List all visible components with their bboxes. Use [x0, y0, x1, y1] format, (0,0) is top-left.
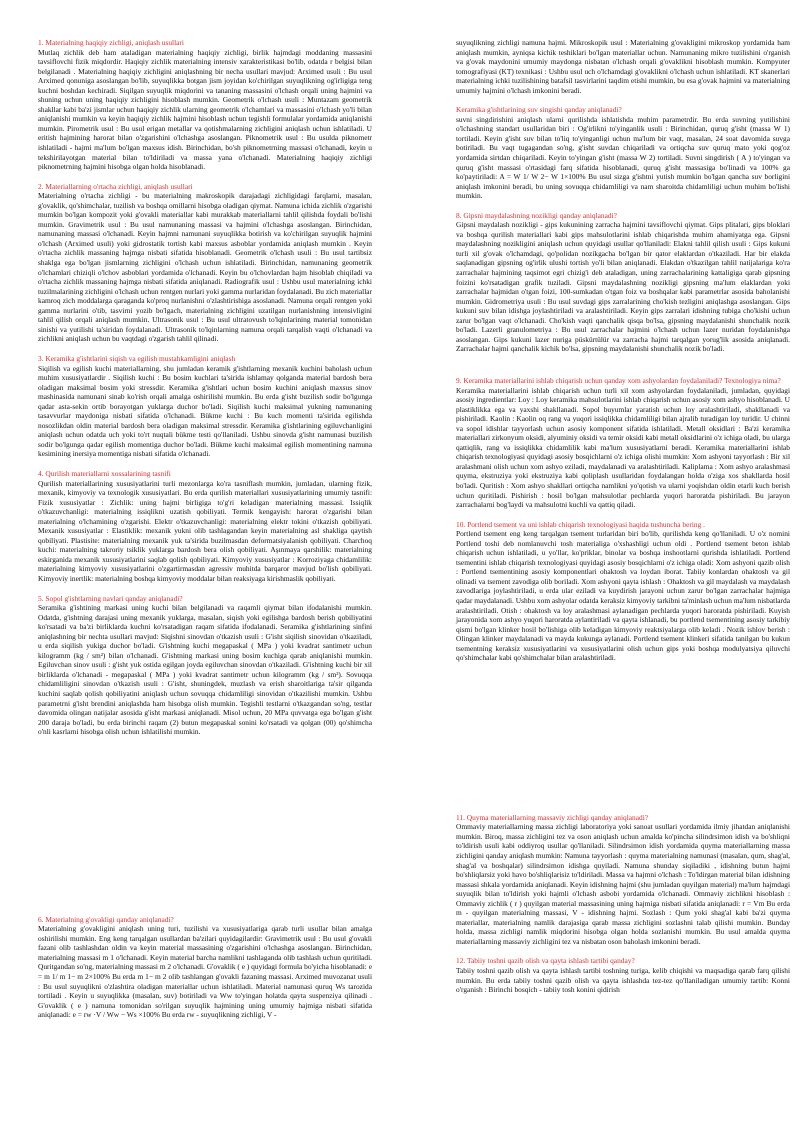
section-heading: 4. Qurilish materiallarni xossalarining tasnifi [38, 468, 171, 478]
section-2 [38, 182, 372, 344]
section-heading: 8. Gipsni maydalashning nozikligi qanday aniqlanadi? [456, 210, 617, 220]
section-4 [38, 469, 372, 584]
section-body: suvni singdirishini aniqlash ularni qurilishda ishlatishda muhim parametrdir. Bu erda suvning yutilishini o'lchashning standart usullaridan biri : Og'irlikni to'yinganlik usuli : Birinchidan, quruq g'isht (massa W 1) tortiladi. Keyin g'isht suv bilan to'liq to'yinganligi uchun ma'lum bir vaqt, masalan, 24 soat davomida suvga botiriladi. Bu vaqt tugagandan so'ng, g'isht suvdan chiqariladi va ortiqcha suv quruq mato yoki qog'oz yordamida sirtdan chiqariladi. Keyin to'yingan g'isht (massa W 2) tortiladi. Suvni singdirish ( A ) to'yingan va quruq g'isht massasi o'rtasidagi farq sifatida hisoblanadi, quruq g'isht massasiga bo'linadi va 100% ga ko'paytiriladi: A = W 1/ W 2− W 1×100% Bu usul sizga g'ishtni yutish mumkin bo'lgan qancha suv borligini aniqlash imkonini beradi, bu uning sovuqqa chidamliligi va nam sharoitda chidamliligi uchun muhim bo'lishi mumkin. [456, 114, 790, 201]
section-body: Portlend tsement eng keng tarqalgan tsement turlaridan biri bo'lib, qurilishda keng qo'llaniladi. U o'z nomini Portlend toshi deb nomlanuvchi tosh materialiga o'xshashligi uchun oldi . Portlend tsement beton ishlab chiqarish uchun ishlatiladi, u yo'llar, ko'priklar, binolar va boshqa inshootlarni qurishda ishlatiladi. Portlend tsementini ishlab chiqarish texnologiyasi quyidagi asosiy bosqichlarni o'z ichiga oladi: Xom ashyoni qazib olish : Portlend tsementining asosiy komponentlari ohaktosh va loydan iborat. Tabiiy konlardan ohaktosh va gil olinadi va tsement zavodiga olib boriladi. Xom ashyoni qayta ishlash : Ohaktosh va gil maydalash va maydalash zavodlariga joylashtiriladi, u erda ular eziladi va kuydirish jarayoni uchun zarur bo'lgan zarrachalar hajmiga qadar maydalanadi. Ushbu xom ashyolar odatda keraksiz kimyoviy tarkibni ta'minlash uchun ma'lum nisbatlarda aralashtiriladi. Otish : ohaktosh va loy aralashmasi aylanadigan pechlarda yuqori haroratda pishiriladi. Kuyish jarayonida xom ashyo yuqori haroratda aylantiriladi va qayta ishlanadi, bu portlend tsementining asosiy tarkibiy qismi bo'lgan klinker hosil bo'lishiga olib keladigan kimyoviy reaktsiyalarga olib keladi . Nozik ishlov berish : Olingan klinker maydalanadi va mayda kukunga aylanadi. Portlend tsement klinkeri sifatida tanilgan bu kukun tsementning keraksiz xususiyatlarini va xususiyatlarini olish uchun gips yoki boshqa modulyatsiya qiluvchi qo'shimchalar kabi qo'shimchalar bilan aralashtiriladi. [456, 529, 790, 663]
section-11 [456, 813, 790, 947]
section-6-continued [456, 38, 790, 95]
section-body: Mutlaq zichlik deb ham ataladigan materialning haqiqiy zichligi, birlik hajmdagi moddaning massasini tavsiflovchi fizik miqdordir. Haqiqiy zichlik materialning intensiv xarakteristikasi bo'lib, odatda r belgisi bilan belgilanadi . Materialning haqiqiy zichligini aniqlashning bir necha usullari mavjud: Arximed usuli : Bu usul Arximed qonuniga asoslangan bo'lib, suyuqlikka botgan jism joyidan ko'chirilgan suyuqlikning og'irligiga teng kuchni boshdan kechiradi. Siqilgan suyuqlik miqdorini va tananing massasini o'lchash orqali uning hajmini va shuning uchun uning haqiqiy zichligini hisoblash mumkin. Geometrik o'lchash usuli : Muntazam geometrik shakllar kabi ba'zi jismlar uchun haqiqiy zichlik ularning geometrik o'lchamlari va massasini o'lchash yo'li bilan aniqlanishi mumkin va keyin haqiqiy zichlik hajmini hisoblash uchun tegishli formulalar yordamida aniqlanishi mumkin. Pirometrik usul : Bu usul erigan metallar va qotishmalarning zichligini aniqlash uchun ishlatiladi. U eritish hajmining harorat bilan o'zgarishini o'lchashga asoslangan. Piknometrik usul : Bu usulda piknometr ishlatiladi - hajmi ma'lum bo'lgan maxsus idish. Birinchidan, bo'sh piknometrning massasi o'lchanadi, keyin u tekshirilayotgan material bilan to'ldiriladi va massa yana o'lchanadi. Materialning haqiqiy zichligi piknometrning hajmini hisobga olgan holda hisoblanadi. [38, 47, 372, 172]
section-body: Siqilish va egilish kuchi materiallarning, shu jumladan keramik g'ishtlarning mexanik kuchini baholash uchun muhim xususiyatlardir . Siqilish kuchi : Bu bosim kuchlari ta'sirida ishlamay qolganda material bardosh bera oladigan maksimal bosim yoki stressdir. Keramika g'ishtlari uchun bosim kuchini aniqlash maxsus sinov mashinasida namunani sinab ko'rish orqali amalga oshirilishi mumkin. Bu erda g'isht buzilish sodir bo'lgunga qadar asta-sekin ortib borayotgan yuklarga duchor bo'ladi. Siqilish kuchi maksimal yukning namunaning tasavvurlar maydoniga nisbati sifatida o'lchanadi. Bükme kuchi : Bu kuch momenti ta'sirida egilishda nosozlikdan oldin material bardosh bera oladigan maksimal stressdir. Keramika g'ishtlarining egiluvchanligini aniqlash uchun odatda uch yoki to'rt nuqtali bükme testi qo'llaniladi. Ushbu sinovda g'isht namunasi buzilish sodir bo'lgunga qadar egilish momentiga duchor bo'ladi. Bükme kuchi maksimal egilish momentining namuna kesimining inersiya momentiga nisbati sifatida o'lchanadi. [38, 363, 372, 459]
section-heading: 9. Keramika materiallarini ishlab chiqarish uchun qanday xom ashyolardan foydalaniladi? Texnologiya nima? [456, 375, 781, 385]
column-whitespace [456, 364, 790, 376]
section-body: Materialning o'rtacha zichligi - bu materialning makroskopik darajadagi zichligidagi farqlarni, masalan, g'ovaklik, qo'shimchalar, tuzilish va boshqa omillarni hisobga oladigan qiymat. Namuna ichida zichlik o'zgarishi mumkin bo'lgan kompozit yoki g'ovakli materiallar kabi murakkab materiallarni tahlil qilishda foydali bo'lishi mumkin. Gravimetrik usul : Bu usul namunaning massasi va hajmini o'lchashga asoslangan. Birinchidan, namunaning massasi o'lchanadi. Keyin hajmni namunani suyuqlikka botirish va ko'chirilgan suyuqlik hajmini o'lchash (Arximed usuli) yoki gidrostatik tortish kabi maxsus asboblar yordamida aniqlash mumkin . Keyin o'rtacha zichlik massaning hajmga nisbati sifatida hisoblanadi. Geometrik o'lchash usuli : Bu usul tartibsiz shaklga ega bo'lgan jismlarning zichligini o'lchash uchun ishlatiladi. Birinchidan, namunaning geometrik o'lchamlari chiziqli o'lchov asboblari yordamida o'lchanadi. Keyin bu o'lchovlardan hajm hisoblab chiqiladi va o'rtacha zichlik massaning hajmga nisbati sifatida aniqlanadi. Radiografik usul : Ushbu usul materialning ichki tuzilmalarining zichligini o'lchash uchun rentgen nurlari yoki gamma nurlaridan foydalanadi. Bu zich materiallar kamroq zich moddalarga qaraganda ko'proq nurlanishni o'zlashtirishiga asoslanadi. Namuna orqali rentgen yoki gamma nurlarini o'tib, tasvirni yozib bo'lgach, materialning zichligini uzatilgan nurlanishning intensivligini tahlil qilish orqali aniqlash mumkin. Ultrasonik usul : Bu usul ultratovush to'lqinlarining material tomonidan sinishi va yutilishi ta'siridan foydalanadi. Ultrasonik to'lqinlarning namuna orqali tarqalish vaqti o'lchanadi va zichlikni aniqlash uchun bu vaqtdagi o'zgarish tahlil qilinadi. [38, 191, 373, 344]
section-body: Tabiiy toshni qazib olish va qayta ishlash tartibi toshning turiga, kelib chiqishi va maqsadiga qarab farq qilishi mumkin. Bu erda tabiiy toshni qazib olish va qayta ishlashda tez-tez qo'llaniladigan umumiy tartib: Konni o'rganish : Birinchi bosqich - tabiiy tosh konini qidirish [456, 966, 790, 995]
column-whitespace [38, 747, 372, 915]
section-6 [38, 915, 372, 1020]
section-heading: 1. Materialning haqiqiy zichligi, aniqlash usullari [38, 38, 184, 47]
section-12 [456, 956, 790, 994]
section-1 [38, 38, 372, 172]
section-heading: 12. Tabiiy toshni qazib olish va qayta ishlash tartibi qanday? [456, 956, 635, 966]
section-body: Keramika materiallarini ishlab chiqarish uchun turli xil xom ashyolardan foydalaniladi, jumladan, quyidagi asosiy ingredientlar: Loy : Loy keramika mahsulotlarini ishlab chiqarish uchun asosiy xom ashyo hisoblanadi. U plastiklikka ega va yaxshi shakllanadi. Sopol buyumlar yaratish uchun loy aralashtiriladi, shakllanadi va pishiriladi. Kaolin : Kaolin oq rang va yuqori issiqlikka chidamliligi bilan ajralib turadigan loy turidir. U chinni va sopol idishlar tayyorlash uchun asosiy komponent sifatida ishlatiladi. Metall oksidlari : Ba'zi keramika materiallari zirkonyum oksidi, alyuminiy oksidi va temir oksidi kabi metall oksidlarini o'z ichiga oladi, bu ularga qattiqlik, rang va issiqlikka chidamlilik kabi ma'lum xususiyatlarni beradi. Keramika materiallarini ishlab chiqarish texnologiyasi quyidagi asosiy bosqichlarni o'z ichiga olishi mumkin: Xom ashyoni tayyorlash : Bir xil aralashmani olish uchun xom ashyo eziladi, maydalanadi va aralashtiriladi. Kaliplama : Xom ashyo aralashmasi quyma, ekstruziya yoki ekstruziya kabi qoliplash usullaridan foydalangan holda o'ziga xos shakllarda hosil bo'ladi. Quritish : Xom ashyo shakllari ortiqcha namlikni yo'qotish va ularni yoqishdan oldin etarli kuch berish uchun quritiladi. Pishirish : hosil bo'lgan mahsulotlar pechlarda yuqori haroratda pishiriladi. Bu jarayon zarrachalarni bog'laydi va mahsulotni kuchli va qattiq qiladi. [456, 385, 790, 510]
section-heading: 3. Keramika g'ishtlarini siqish va egilish mustahkamligini aniqlash [38, 353, 236, 363]
section-5 [38, 594, 372, 737]
section-body: Qurilish materiallarining xususiyatlarini turli mezonlarga ko'ra tasniflash mumkin, jumladan, ularning fizik, mexanik, kimyoviy va texnologik xususiyatlari. Bu erda qurilish materiallari xususiyatlarining umumiy tasnifi: Fizik xususiyatlar : Zichlik: uning hajmi birligiga to'g'ri keladigan materialning massasi. Issiqlik o'tkazuvchanligi: materialning issiqlikni uzatish qobiliyati. Termik kengayish: harorat o'zgarishi bilan materialning o'lchamining o'zgarishi. Elektr o'tkazuvchanligi: materialning elektr tokini o'tkazish qobiliyati. Mexanik xususiyatlar : Elastiklik: mexanik yukni olib tashlagandan keyin materialning asl shakliga qaytish qobiliyati. Plastisite: materialning mexanik yuk ta'sirida buzilmasdan deformatsiyalanish qobiliyati. Charchoq kuchi: materialning takroriy tsiklik yuklarga bardosh bera olish qobiliyati. Aşınmaya qarshilik: materialning eskirganida mexanik xususiyatlarini saqlab qolish qobiliyati. Kimyoviy xususiyatlar : Korroziyaga chidamlilik: materialning kimyoviy xususiyatlarini o'zgartirmasdan agressiv muhitda barqaror mavjud bo'lish qobiliyati. Kimyoviy inertlik: materialning boshqa kimyoviy moddalar bilan reaksiyaga kirishmaslik qobiliyati. [38, 478, 372, 583]
section-body: suyuqlikning zichligi namuna hajmi. Mikroskopik usul : Materialning g'ovakligini mikroskop yordamida ham aniqlash mumkin, ayniqsa kichik teshiklari bo'lgan materiallar uchun. Namunaning mikro tuzilishini o'rganish va g'ovak maydonini umumiy maydonga nisbatan o'lchash orqali g'ovaklikni hisoblash mumkin. Kompyuter tomografiyasi (KT) texnikasi : Ushbu usul uch o'lchamdagi g'ovaklikni o'lchash uchun ishlatiladi. KT skanerlari materialning ichki tuzilishining batafsil tasvirlarini taqdim etishi mumkin, bu esa g'ovak hajmini va materialning umumiy hajmini o'lchash imkonini beradi. [456, 38, 790, 95]
column-whitespace [456, 673, 790, 813]
section-10 [456, 520, 790, 663]
section-body: Materialning g'ovakligini aniqlash uning turi, tuzilishi va xususiyatlariga qarab turli usullar bilan amalga oshirilishi mumkin. Eng keng tarqalgan usullardan ba'zilari quyidagilardir: Gravimetrik usul : Bu usul g'ovakli fazani olib tashlashdan oldin va keyin material massasining o'zgarishini o'lchashga asoslangan. Birinchidan, materialning massasi m 1 o'lchanadi. Keyin material barcha namlikni tashlaganda olib tashlash uchun quritiladi. Quritgandan so'ng, materialning massasi m 2 o'lchanadi. G'ovaklik ( e ) quyidagi formula bo'yicha hisoblanadi: e = m 1/ m 1− m 2×100% Bu erda m 1− m 2 olib tashlangan g'ovakli fazaning massasi. Arximed muvozanat usuli : Bu usul suyuqlikni o'zlashtira oladigan materiallar uchun ishlatiladi. Material namunasi quruq Ws tarozida tortiladi . Keyin u suyuqlikka (masalan, suv) botiriladi va Ww to'yingan holatda qayta suspenziya qilinadi . G'ovaklik ( e ) namuna tomonidan so'rilgan suyuqlik hajmining uning umumiy hajmiga nisbati sifatida aniqlanadi: e = rw ·V / Ww − Ws ×100% Bu erda rw - suyuqlikning zichligi, V - [38, 924, 372, 1020]
section-heading: 10. Portlend tsement va uni ishlab chiqarish texnologiyasi haqida tushuncha bering . [456, 519, 705, 529]
section-body: Seramika g'ishtining markasi uning kuchi bilan belgilanadi va raqamli qiymat bilan ifodalanishi mumkin. Odatda, g'ishtning darajasi uning mexanik yuklarga, masalan, siqish yoki egilishga bardosh berish qobiliyatini ko'rsatadi va ba'zi birliklarda kuchni ko'rsatadigan raqam sifatida ifodalanadi. Seramika g'ishtlarining sinfini aniqlashning bir nechta usullari mavjud: Siqishni sinovdan o'tkazish usuli : G'isht siqilish sinovidan o'tkaziladi, u erda siqilish yukiga duchor bo'ladi. G'ishtning kuchi megapaskal ( MPa ) yoki kvadrat santimetr uchun kilogramm (kg / sm²) bilan o'lchanadi. G'ishtning markasi uning bosim kuchiga qarab aniqlanishi mumkin. Egiluvchan sinov usuli : g'isht yuk ostida egilgan joyda egiluvchan sinovdan o'tkaziladi. G'ishtning kuchi bir xil birliklarda o'lchanadi - megapaskal ( MPa ) yoki kvadrat santimetr uchun kilogramm (kg / sm²). Sovuqqa chidamliligini sinovdan o'tkazish usuli : G'isht, shuningdek, muzlash va erish sharoitlariga ta'sir qilganda kuchini saqlab qolish qobiliyatini aniqlash uchun sovuqqa chidamliligi sinovidan o'tkazilishi mumkin. Ushbu parametrni g'isht brendini aniqlashda ham hisobga olish mumkin. Tegishli testlarni o'tkazgandan so'ng, testlar davomida olingan natijalar asosida g'isht markasi aniqlanadi. Misol uchun, 20 MPa quvvatga ega bo'lgan g'isht 200 daraja bo'ladi, bu erda birinchi raqam (2) butun megapaskal sonini ko'rsatadi va qolgan (00) qo'shimcha o'nli kasrlarni hisobga olish uchun ishlatilishi mumkin. [38, 603, 372, 737]
section-7 [456, 105, 790, 200]
section-body: Gipsni maydalash nozikligi - gips kukunining zarracha hajmini tavsiflovchi qiymat. Gips plitalari, gips bloklari va boshqa qurilish materiallari kabi gips mahsulotlarini ishlab chiqarishda muhim ahamiyatga ega. Gipsni maydalashning nozikligini aniqlash uchun quyidagi usullar qo'llaniladi: Elakni tahlil qilish usuli : Gips kukuni turli xil g'ovak o'lchamdagi, qo'polidan nozikgacha bo'lgan bir qator elaklardan o'tkaziladi. Har bir elakda saqlanadigan gipsning og'irlik ulushi tortish yo'li bilan aniqlanadi. Elakdan o'tkazilgan tahlil natijalariga ko'ra zarrachalar hajmining taqsimot egri chizig'i deb ataladigan, uning zarrachalarining kattaligiga qarab gipsning foizini ko'rsatadigan grafik tuziladi. Gipsni maydalashning nozikligi gipsning ma'lum elaklardan yoki zarrachalar hajmidan o'tgan foizi, 100-sumkadan o'tgan foiz va boshqalar kabi parametrlar asosida baholanishi mumkin. Gidrometriya usuli : Bu usul suvdagi gips zarralarining cho'kish tezligini aniqlashga asoslangan. Gips kukuni suv bilan idishga joylashtiriladi va aralashtiriladi. Keyin gips zarralari idishning tubiga cho'kishi uchun zarur bo'lgan vaqt o'lchanadi. Cho'kish vaqti qanchalik qisqa bo'lsa, gipsning maydalanishi shunchalik nozik bo'ladi. Lazerli granulometriya : Bu usul zarrachalar hajmini o'lchash uchun lazer nuridan foydalanishga asoslangan. Gips kukuni lazer nuriga püskürtülür va zarracha hajmi tarqalgan yorug'lik asosida aniqlanadi. Zarrachalar hajmi qanchalik kichik bo'lsa, gipsning maydalanishi shunchalik nozik bo'ladi. [456, 220, 790, 354]
section-heading: 6. Materialning g'ovakligi qanday aniqlanadi? [38, 914, 174, 924]
section-heading: 2. Materiallarning o'rtacha zichligi, aniqlash usullari [38, 181, 193, 191]
section-heading: Keramika g'ishtlarining suv singishi qanday aniqlanadi? [456, 105, 622, 115]
section-heading: 11. Quyma materiallarning massaviy zichligi qanday aniqlanadi? [456, 812, 649, 822]
section-body: Ommaviy materiallarning massa zichligi laboratoriya yoki sanoat usullari yordamida ilmiy jihatdan aniqlanishi mumkin. Biroq, massa zichligini tez va oson aniqlash uchun amalda ko'pincha silindrsimon idish va bo'shliqni to'ldirish usuli kabi oddiyroq usullar qo'llaniladi. Silindrsimon idish yordamida quyma materiallarning massa zichligini qanday aniqlash mumkin: Namuna tayyorlash : quyma materialning namunasi (masalan, qum, shag'al, shag'al va boshqalar) silindrsimon idishga quyiladi. Namuna shunday siqiladiki , idishning butun hajmi bo'shliqlarsiz yoki havo bo'shliqlarisiz to'ldiriladi. Massa va hajmni o'lchash : To'ldirgan material bilan idishning massasi shkala yordamida aniqlanadi. Keyin idishning hajmi (shu jumladan quyilgan material) ma'lum hajmdagi suyuqlik bilan to'ldirish yoki hajmli o'lchash asbobi yordamida o'lchanadi. Ommaviy zichlikni hisoblash : Ommaviy zichlik ( r ) quyilgan material massasining uning hajmiga nisbati sifatida aniqlanadi: r = Vm Bu erda m - quyilgan materialning massasi, V - idishning hajmi. Sozlash : Qum yoki shag'al kabi ba'zi quyma materiallar, materialning namlik darajasiga qarab massa zichligini sozlashni talab qilishi mumkin. Bunday holda, massa zichligi namlik miqdorini hisobga olgan holda sozlanishi mumkin. Bu usul amalda quyma materiallarning massaviy zichligini tez va nisbatan oson baholash imkonini beradi. [456, 822, 790, 946]
section-9 [456, 376, 790, 510]
section-3 [38, 354, 372, 459]
left-column [38, 38, 372, 1030]
section-heading: 5. Sopol g'ishtlarning navlari qanday aniqlanadi? [38, 593, 183, 603]
section-8 [456, 211, 790, 354]
right-column [456, 38, 790, 1005]
